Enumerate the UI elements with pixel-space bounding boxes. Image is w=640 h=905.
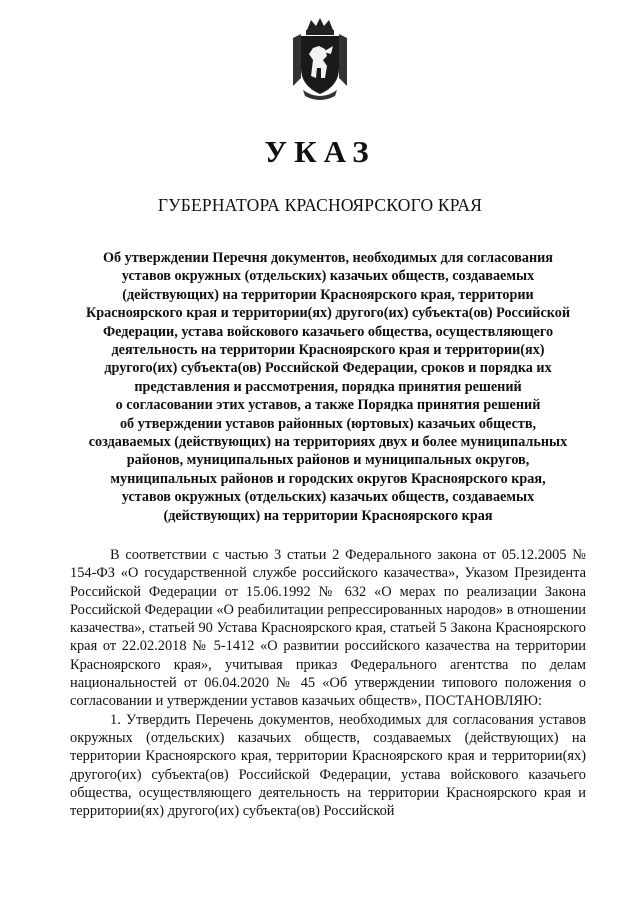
preamble-paragraph: В соответствии с частью 3 статьи 2 Федерального закона от 05.12.2005 № 154-ФЗ «О государственной службе российского казачества», Указом Президента Российской Федерации от 15.06.1992 № 632 «О мерах по реализации Закона Российской Федерации «О реабилитации репрессированных народов» в отношении казачества», статьей 90 Устава Красноярского края, статьей 5 Закона Красноярского края от 22.02.2018 № 5-1412 «О развитии российского казачества на территории Красноярского края», учитывая приказ Федерального агентства по делам национальностей от 06.04.2020 № 45 «Об утверждении типового положения о согласовании и утверждении уставов казачьих обществ», ПОСТАНОВЛЯЮ: xyxy=(70,547,586,710)
document-body xyxy=(70,546,586,820)
krasnoyarsk-coat-of-arms-icon xyxy=(289,16,351,102)
item-1-paragraph: 1. Утвердить Перечень документов, необходимых для согласования уставов окружных (отдельских) казачьих обществ, создаваемых (действующих) на территории Красноярского края, территории Красноярского края и территории(ях) другого(их) субъекта(ов) Российской Федерации, устава войскового казачьего общества, осуществляющего деятельность на территории Красноярского края и территории(ях) другого(их) субъекта(ов) Российской xyxy=(70,711,586,820)
document-type-heading: УКАЗ xyxy=(264,134,376,169)
document-title: Об утверждении Перечня документов, необходимых для согласования уставов окружных (отдельских) казачьих обществ, создаваемых (действующих) на территории Красноярского края, территории Красноярского края и территории(ях) другого(их) субъекта(ов) Российской Федерации, устава войскового казачьего общества, осуществляющего деятельность на территории Красноярского края и территории(ях) другого(их) субъекта(ов) Российской Федерации, сроков и порядка их представления и рассмотрения, порядка принятия решений о согласовании этих уставов, а также Порядка принятия решений об утверждении уставов районных (юртовых) казачьих обществ, создаваемых (действующих) на территориях двух и более муниципальных районов, муниципальных районов и муниципальных округов, муниципальных районов и городских округов Красноярского края, уставов окружных (отдельских) казачьих обществ, создаваемых (действующих) на территории Красноярского края xyxy=(85,250,571,524)
issuer-heading: ГУБЕРНАТОРА КРАСНОЯРСКОГО КРАЯ xyxy=(157,195,483,215)
